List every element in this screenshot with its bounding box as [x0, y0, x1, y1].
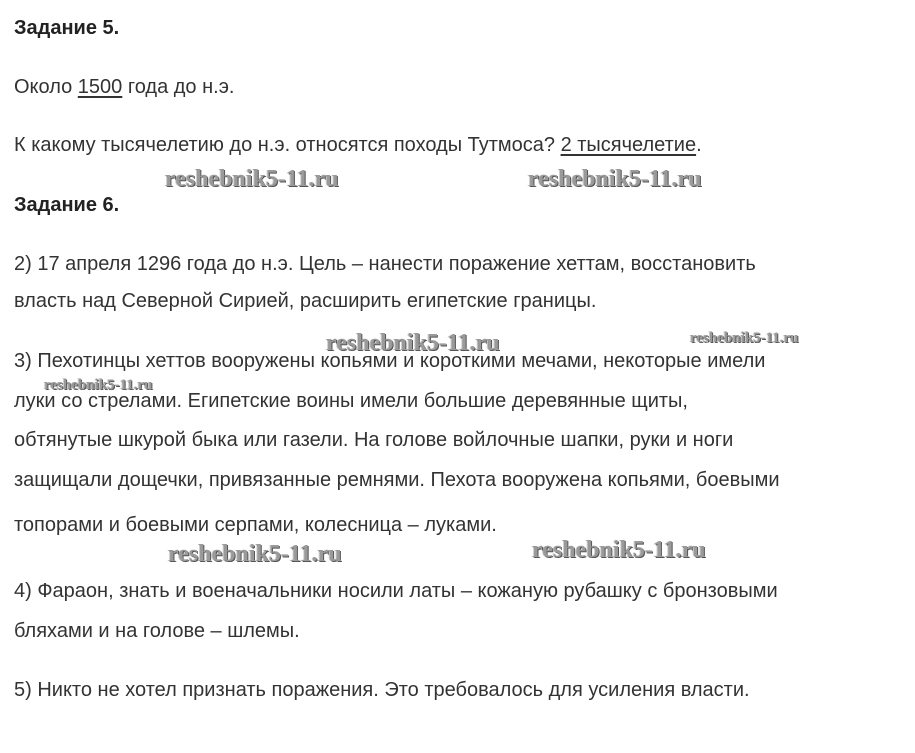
task5-question: К какому тысячелетию до н.э. относятся походы Тутмоса?: [14, 134, 561, 156]
watermark: reshebnik5-11.ru: [44, 377, 153, 393]
task6-line: защищали дощечки, привязанные ремнями. Пехота вооружена копьями, боевыми: [14, 469, 780, 491]
task6-heading: Задание 6.: [14, 194, 120, 216]
task5-heading: Задание 5.: [14, 17, 120, 39]
task5-line1: [14, 76, 234, 99]
task6-line: 2) 17 апреля 1296 года до н.э. Цель – нанести поражение хеттам, восстановить: [14, 253, 756, 275]
task6-line: луки со стрелами. Египетские воины имели большие деревянные щиты,: [14, 390, 688, 412]
task6-line: 3) Пехотинцы хеттов вооружены копьями и короткими мечами, некоторые имели: [14, 350, 766, 372]
task5-line2: [14, 134, 702, 157]
task6-line: топорами и боевыми серпами, колесница – луками.: [14, 514, 497, 536]
task6-line: обтянутые шкурой быка или газели. На голове войлочные шапки, руки и ноги: [14, 429, 734, 451]
watermark: reshebnik5-11.ru: [168, 541, 342, 567]
watermark: reshebnik5-11.ru: [528, 166, 702, 192]
task6-line: власть над Северной Сирией, расширить египетские границы.: [14, 290, 597, 312]
watermark: reshebnik5-11.ru: [165, 166, 339, 192]
task6-line: 4) Фараон, знать и военачальники носили латы – кожаную рубашку с бронзовыми: [14, 580, 778, 602]
task5-line2-end: .: [696, 134, 702, 156]
task5-line1-prefix: Около: [14, 76, 78, 98]
task5-line1-suffix: года до н.э.: [122, 76, 235, 98]
task5-millennium-answer: 2 тысячелетие: [560, 134, 697, 156]
task6-line: бляхами и на голове – шлемы.: [14, 620, 300, 642]
task6-line: 5) Никто не хотел признать поражения. Это требовалось для усиления власти.: [14, 679, 750, 701]
watermark: reshebnik5-11.ru: [532, 537, 706, 563]
task5-year-answer: 1500: [77, 76, 123, 98]
watermark: reshebnik5-11.ru: [326, 330, 500, 356]
watermark: reshebnik5-11.ru: [690, 330, 799, 346]
